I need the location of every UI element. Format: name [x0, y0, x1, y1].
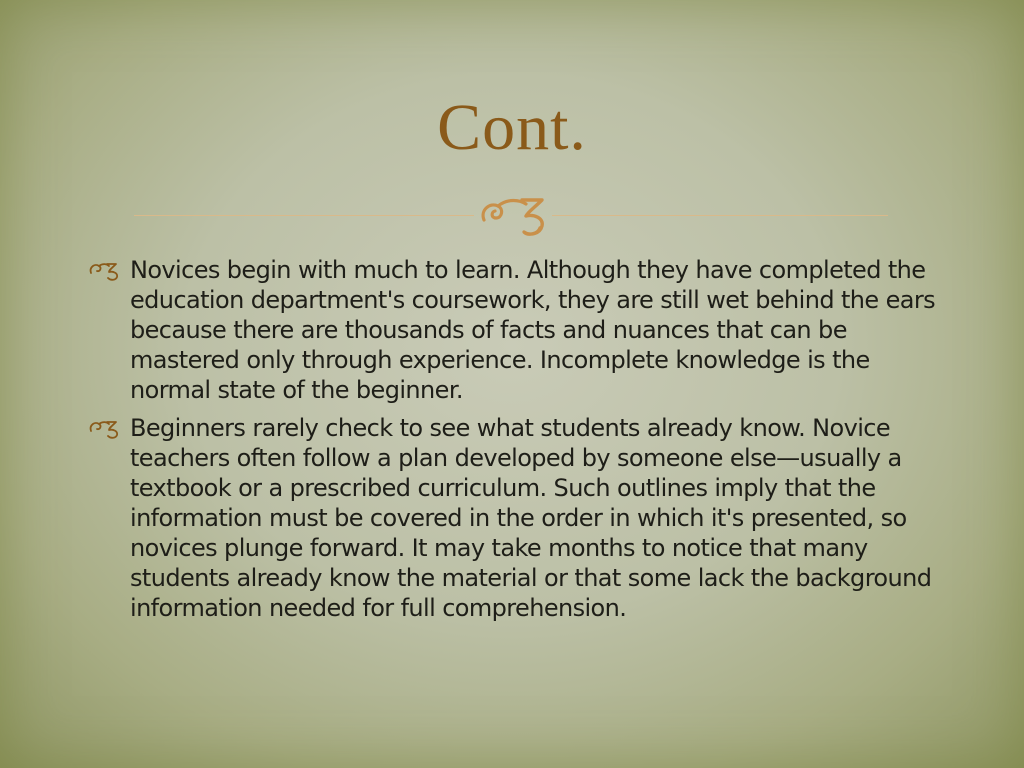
title-divider-left — [134, 215, 474, 216]
bullet-text: Beginners rarely check to see what students already know. Novice teachers often follow a plan developed by someone else—usually a textbook or a prescribed curriculum. Such outlines imply that the information must be covered in the order in which it's presented, so novices plunge forward. It may take months to notice that many students already know the material or that some lack the background information needed for full comprehension. — [130, 414, 932, 622]
bullet-item — [86, 413, 946, 623]
slide-title: Cont. — [437, 91, 587, 164]
flourish-bullet-icon — [88, 259, 120, 281]
title-divider-right — [552, 215, 888, 216]
flourish-bullet-icon — [88, 417, 120, 439]
bullet-list — [86, 255, 946, 631]
bullet-item — [86, 255, 946, 405]
bullet-text: Novices begin with much to learn. Although they have completed the education department's coursework, they are still wet behind the ears because there are thousands of facts and nuances that can be mastered only through experience. Incomplete knowledge is the normal state of the beginner. — [130, 256, 936, 404]
scroll-flourish-icon — [476, 190, 550, 240]
